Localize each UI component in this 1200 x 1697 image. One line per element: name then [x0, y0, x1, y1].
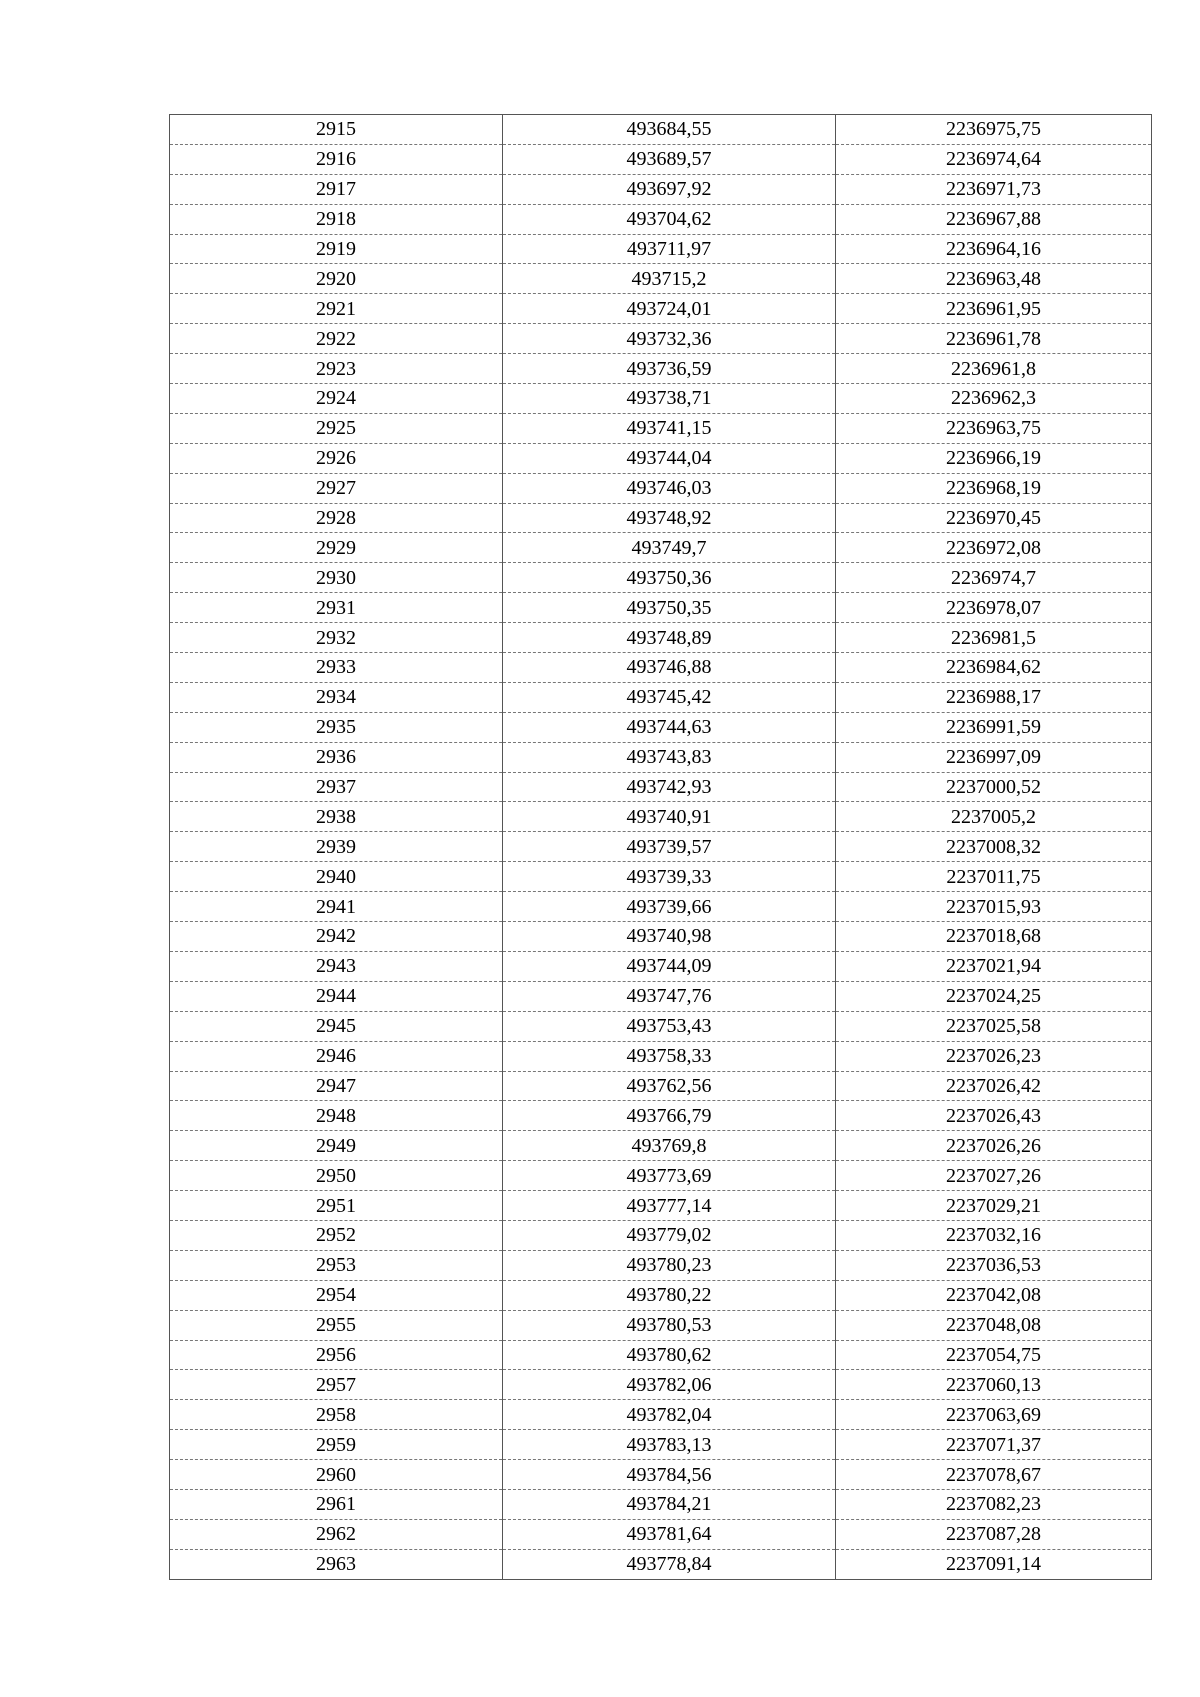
point-number-cell: 2922: [170, 324, 503, 354]
x-coordinate-cell: 493704,62: [503, 204, 836, 234]
table-row: [170, 682, 1152, 712]
x-coordinate-cell: 493750,36: [503, 563, 836, 593]
table-row: [170, 1191, 1152, 1221]
y-coordinate-cell: 2236966,19: [836, 443, 1152, 473]
table-row: [170, 593, 1152, 623]
x-coordinate-cell: 493773,69: [503, 1161, 836, 1191]
point-number-cell: 2963: [170, 1549, 503, 1579]
point-number-cell: 2959: [170, 1430, 503, 1460]
point-number-cell: 2932: [170, 623, 503, 653]
point-number-cell: 2929: [170, 533, 503, 563]
y-coordinate-cell: 2237025,58: [836, 1011, 1152, 1041]
table-row: [170, 473, 1152, 503]
y-coordinate-cell: 2236961,78: [836, 324, 1152, 354]
x-coordinate-cell: 493697,92: [503, 174, 836, 204]
y-coordinate-cell: 2237071,37: [836, 1430, 1152, 1460]
x-coordinate-cell: 493780,22: [503, 1280, 836, 1310]
x-coordinate-cell: 493778,84: [503, 1549, 836, 1579]
table-row: [170, 862, 1152, 892]
y-coordinate-cell: 2237021,94: [836, 951, 1152, 981]
table-row: [170, 174, 1152, 204]
y-coordinate-cell: 2237060,13: [836, 1370, 1152, 1400]
x-coordinate-cell: 493780,23: [503, 1250, 836, 1280]
point-number-cell: 2938: [170, 802, 503, 832]
x-coordinate-cell: 493784,56: [503, 1460, 836, 1490]
y-coordinate-cell: 2236962,3: [836, 384, 1152, 414]
table-row: [170, 981, 1152, 1011]
table-row: [170, 1549, 1152, 1579]
table-row: [170, 1250, 1152, 1280]
table-row: [170, 1041, 1152, 1071]
y-coordinate-cell: 2237032,16: [836, 1220, 1152, 1250]
y-coordinate-cell: 2237048,08: [836, 1310, 1152, 1340]
x-coordinate-cell: 493784,21: [503, 1489, 836, 1519]
point-number-cell: 2961: [170, 1489, 503, 1519]
y-coordinate-cell: 2237008,32: [836, 832, 1152, 862]
x-coordinate-cell: 493741,15: [503, 413, 836, 443]
x-coordinate-cell: 493753,43: [503, 1011, 836, 1041]
table-row: [170, 1340, 1152, 1370]
table-row: [170, 144, 1152, 174]
point-number-cell: 2957: [170, 1370, 503, 1400]
table-row: [170, 1430, 1152, 1460]
x-coordinate-cell: 493769,8: [503, 1131, 836, 1161]
point-number-cell: 2920: [170, 264, 503, 294]
table-row: [170, 653, 1152, 683]
coordinates-table-body: [170, 115, 1152, 1580]
y-coordinate-cell: 2236971,73: [836, 174, 1152, 204]
y-coordinate-cell: 2237054,75: [836, 1340, 1152, 1370]
point-number-cell: 2915: [170, 115, 503, 145]
x-coordinate-cell: 493740,98: [503, 922, 836, 952]
y-coordinate-cell: 2237011,75: [836, 862, 1152, 892]
y-coordinate-cell: 2236975,75: [836, 115, 1152, 145]
table-row: [170, 712, 1152, 742]
y-coordinate-cell: 2237027,26: [836, 1161, 1152, 1191]
y-coordinate-cell: 2237026,23: [836, 1041, 1152, 1071]
y-coordinate-cell: 2236967,88: [836, 204, 1152, 234]
point-number-cell: 2946: [170, 1041, 503, 1071]
x-coordinate-cell: 493746,03: [503, 473, 836, 503]
point-number-cell: 2958: [170, 1400, 503, 1430]
point-number-cell: 2933: [170, 653, 503, 683]
x-coordinate-cell: 493779,02: [503, 1220, 836, 1250]
point-number-cell: 2952: [170, 1220, 503, 1250]
table-row: [170, 1101, 1152, 1131]
table-row: [170, 1519, 1152, 1549]
y-coordinate-cell: 2237026,42: [836, 1071, 1152, 1101]
y-coordinate-cell: 2236974,64: [836, 144, 1152, 174]
x-coordinate-cell: 493736,59: [503, 354, 836, 384]
point-number-cell: 2953: [170, 1250, 503, 1280]
point-number-cell: 2926: [170, 443, 503, 473]
y-coordinate-cell: 2236963,48: [836, 264, 1152, 294]
x-coordinate-cell: 493748,92: [503, 503, 836, 533]
table-row: [170, 115, 1152, 145]
table-row: [170, 503, 1152, 533]
table-row: [170, 951, 1152, 981]
point-number-cell: 2955: [170, 1310, 503, 1340]
point-number-cell: 2948: [170, 1101, 503, 1131]
table-row: [170, 832, 1152, 862]
x-coordinate-cell: 493732,36: [503, 324, 836, 354]
x-coordinate-cell: 493781,64: [503, 1519, 836, 1549]
x-coordinate-cell: 493739,57: [503, 832, 836, 862]
x-coordinate-cell: 493711,97: [503, 234, 836, 264]
point-number-cell: 2918: [170, 204, 503, 234]
y-coordinate-cell: 2236988,17: [836, 682, 1152, 712]
x-coordinate-cell: 493744,63: [503, 712, 836, 742]
y-coordinate-cell: 2237024,25: [836, 981, 1152, 1011]
y-coordinate-cell: 2237029,21: [836, 1191, 1152, 1221]
y-coordinate-cell: 2237042,08: [836, 1280, 1152, 1310]
table-row: [170, 1220, 1152, 1250]
table-row: [170, 1400, 1152, 1430]
y-coordinate-cell: 2236970,45: [836, 503, 1152, 533]
y-coordinate-cell: 2237026,43: [836, 1101, 1152, 1131]
point-number-cell: 2935: [170, 712, 503, 742]
x-coordinate-cell: 493745,42: [503, 682, 836, 712]
point-number-cell: 2941: [170, 892, 503, 922]
point-number-cell: 2927: [170, 473, 503, 503]
table-row: [170, 413, 1152, 443]
x-coordinate-cell: 493782,04: [503, 1400, 836, 1430]
table-row: [170, 1370, 1152, 1400]
point-number-cell: 2934: [170, 682, 503, 712]
x-coordinate-cell: 493748,89: [503, 623, 836, 653]
table-row: [170, 324, 1152, 354]
table-row: [170, 802, 1152, 832]
point-number-cell: 2951: [170, 1191, 503, 1221]
point-number-cell: 2942: [170, 922, 503, 952]
point-number-cell: 2944: [170, 981, 503, 1011]
table-row: [170, 1011, 1152, 1041]
table-row: [170, 623, 1152, 653]
point-number-cell: 2939: [170, 832, 503, 862]
y-coordinate-cell: 2237087,28: [836, 1519, 1152, 1549]
point-number-cell: 2921: [170, 294, 503, 324]
point-number-cell: 2954: [170, 1280, 503, 1310]
x-coordinate-cell: 493689,57: [503, 144, 836, 174]
point-number-cell: 2924: [170, 384, 503, 414]
y-coordinate-cell: 2237036,53: [836, 1250, 1152, 1280]
point-number-cell: 2940: [170, 862, 503, 892]
point-number-cell: 2936: [170, 742, 503, 772]
x-coordinate-cell: 493758,33: [503, 1041, 836, 1071]
x-coordinate-cell: 493715,2: [503, 264, 836, 294]
x-coordinate-cell: 493749,7: [503, 533, 836, 563]
point-number-cell: 2919: [170, 234, 503, 264]
x-coordinate-cell: 493744,09: [503, 951, 836, 981]
x-coordinate-cell: 493780,62: [503, 1340, 836, 1370]
table-row: [170, 563, 1152, 593]
point-number-cell: 2916: [170, 144, 503, 174]
table-row: [170, 294, 1152, 324]
table-row: [170, 742, 1152, 772]
y-coordinate-cell: 2237063,69: [836, 1400, 1152, 1430]
x-coordinate-cell: 493739,33: [503, 862, 836, 892]
x-coordinate-cell: 493739,66: [503, 892, 836, 922]
point-number-cell: 2962: [170, 1519, 503, 1549]
point-number-cell: 2947: [170, 1071, 503, 1101]
x-coordinate-cell: 493783,13: [503, 1430, 836, 1460]
x-coordinate-cell: 493744,04: [503, 443, 836, 473]
table-row: [170, 1310, 1152, 1340]
point-number-cell: 2925: [170, 413, 503, 443]
table-row: [170, 1161, 1152, 1191]
y-coordinate-cell: 2237078,67: [836, 1460, 1152, 1490]
point-number-cell: 2928: [170, 503, 503, 533]
point-number-cell: 2917: [170, 174, 503, 204]
table-row: [170, 1071, 1152, 1101]
y-coordinate-cell: 2236964,16: [836, 234, 1152, 264]
y-coordinate-cell: 2237091,14: [836, 1549, 1152, 1579]
y-coordinate-cell: 2236968,19: [836, 473, 1152, 503]
y-coordinate-cell: 2236991,59: [836, 712, 1152, 742]
table-row: [170, 772, 1152, 802]
x-coordinate-cell: 493746,88: [503, 653, 836, 683]
table-row: [170, 1280, 1152, 1310]
y-coordinate-cell: 2236981,5: [836, 623, 1152, 653]
point-number-cell: 2923: [170, 354, 503, 384]
y-coordinate-cell: 2236961,8: [836, 354, 1152, 384]
table-row: [170, 1489, 1152, 1519]
y-coordinate-cell: 2236978,07: [836, 593, 1152, 623]
point-number-cell: 2931: [170, 593, 503, 623]
x-coordinate-cell: 493740,91: [503, 802, 836, 832]
table-row: [170, 204, 1152, 234]
x-coordinate-cell: 493724,01: [503, 294, 836, 324]
x-coordinate-cell: 493762,56: [503, 1071, 836, 1101]
table-row: [170, 533, 1152, 563]
table-row: [170, 922, 1152, 952]
coordinates-table: [169, 114, 1152, 1580]
table-row: [170, 264, 1152, 294]
x-coordinate-cell: 493747,76: [503, 981, 836, 1011]
y-coordinate-cell: 2236963,75: [836, 413, 1152, 443]
x-coordinate-cell: 493684,55: [503, 115, 836, 145]
point-number-cell: 2930: [170, 563, 503, 593]
point-number-cell: 2956: [170, 1340, 503, 1370]
x-coordinate-cell: 493750,35: [503, 593, 836, 623]
y-coordinate-cell: 2237082,23: [836, 1489, 1152, 1519]
y-coordinate-cell: 2236974,7: [836, 563, 1152, 593]
x-coordinate-cell: 493738,71: [503, 384, 836, 414]
table-row: [170, 892, 1152, 922]
x-coordinate-cell: 493766,79: [503, 1101, 836, 1131]
point-number-cell: 2943: [170, 951, 503, 981]
table-row: [170, 443, 1152, 473]
y-coordinate-cell: 2237005,2: [836, 802, 1152, 832]
y-coordinate-cell: 2236972,08: [836, 533, 1152, 563]
point-number-cell: 2945: [170, 1011, 503, 1041]
x-coordinate-cell: 493780,53: [503, 1310, 836, 1340]
x-coordinate-cell: 493777,14: [503, 1191, 836, 1221]
point-number-cell: 2960: [170, 1460, 503, 1490]
y-coordinate-cell: 2237018,68: [836, 922, 1152, 952]
point-number-cell: 2949: [170, 1131, 503, 1161]
x-coordinate-cell: 493743,83: [503, 742, 836, 772]
point-number-cell: 2950: [170, 1161, 503, 1191]
y-coordinate-cell: 2237000,52: [836, 772, 1152, 802]
point-number-cell: 2937: [170, 772, 503, 802]
y-coordinate-cell: 2236997,09: [836, 742, 1152, 772]
y-coordinate-cell: 2236984,62: [836, 653, 1152, 683]
table-row: [170, 384, 1152, 414]
x-coordinate-cell: 493742,93: [503, 772, 836, 802]
table-row: [170, 234, 1152, 264]
table-row: [170, 1131, 1152, 1161]
table-row: [170, 354, 1152, 384]
x-coordinate-cell: 493782,06: [503, 1370, 836, 1400]
y-coordinate-cell: 2237015,93: [836, 892, 1152, 922]
table-row: [170, 1460, 1152, 1490]
y-coordinate-cell: 2236961,95: [836, 294, 1152, 324]
y-coordinate-cell: 2237026,26: [836, 1131, 1152, 1161]
